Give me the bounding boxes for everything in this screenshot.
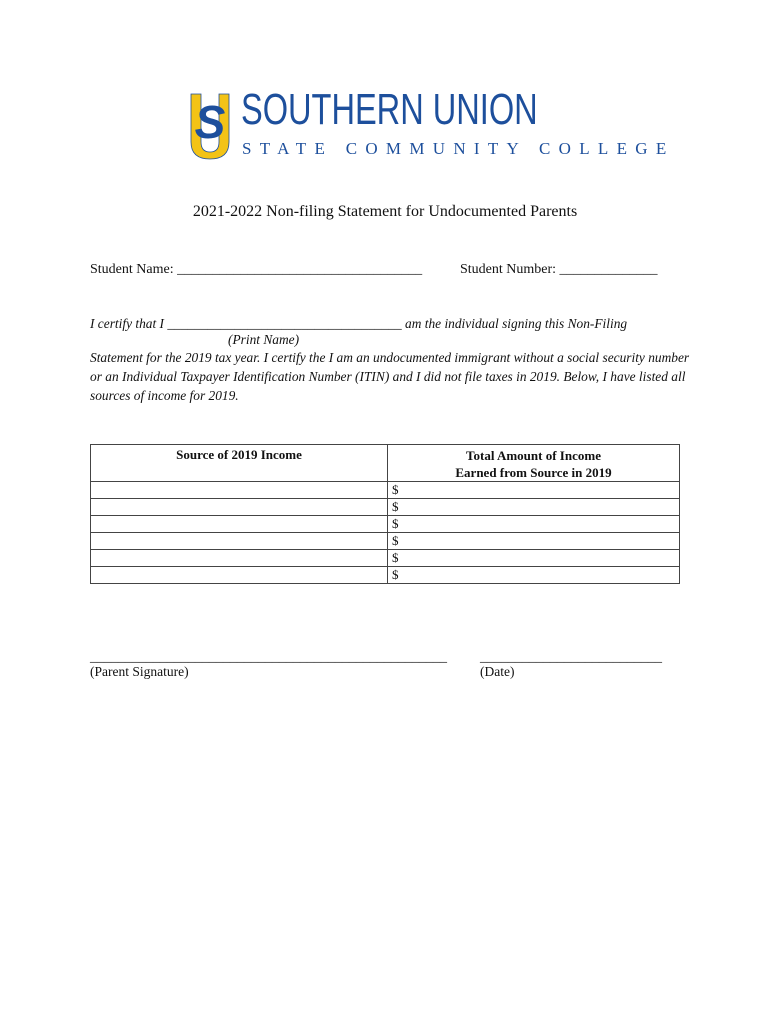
print-name-label: (Print Name)	[228, 332, 300, 347]
header-amount-line1: Total Amount of Income	[466, 448, 601, 463]
table-row	[91, 567, 680, 584]
student-name-field[interactable]: Student Name: ___________________________________	[90, 262, 423, 277]
amount-cell[interactable]: $	[388, 550, 680, 567]
document-title: 2021-2022 Non-filing Statement for Undocumented Parents	[192, 203, 578, 220]
statement-text: Statement for the 2019 tax year. I certify the I am an undocumented immigrant without a social security number or an Individual Taxpayer Identification Number (ITIN) and I did not file taxes in 2019. Below, I have listed all sources of income for 2019.	[90, 350, 690, 403]
table-row	[91, 482, 680, 499]
amount-cell[interactable]: $	[388, 516, 680, 533]
table-row	[91, 499, 680, 516]
source-cell[interactable]	[91, 516, 388, 533]
source-cell[interactable]	[91, 482, 388, 499]
header-source: Source of 2019 Income	[91, 445, 388, 482]
source-cell[interactable]	[91, 499, 388, 516]
source-cell[interactable]	[91, 550, 388, 567]
date-label: (Date)	[480, 664, 515, 679]
college-logo-mark-icon	[190, 92, 230, 160]
header-amount-line2: Earned from Source in 2019	[455, 465, 612, 480]
amount-cell[interactable]: $	[388, 482, 680, 499]
parent-signature-label: (Parent Signature)	[90, 664, 189, 679]
source-cell[interactable]	[91, 533, 388, 550]
income-table	[90, 444, 680, 584]
logo-mark-letter: S	[194, 96, 226, 148]
amount-cell[interactable]: $	[388, 499, 680, 516]
header-amount	[388, 445, 680, 482]
source-cell[interactable]	[91, 567, 388, 584]
table-row	[91, 533, 680, 550]
parent-signature-line[interactable]: ___________________________________________________	[90, 650, 447, 665]
college-logo	[190, 85, 675, 162]
date-line[interactable]: __________________________	[480, 650, 662, 665]
amount-cell[interactable]: $	[388, 533, 680, 550]
table-row	[91, 550, 680, 567]
logo-name: SOUTHERN UNION	[241, 85, 538, 134]
student-number-field[interactable]: Student Number: ______________	[460, 262, 658, 277]
logo-subtitle: STATE COMMUNITY COLLEGE	[242, 139, 675, 158]
amount-cell[interactable]: $	[388, 567, 680, 584]
table-row	[91, 516, 680, 533]
certify-line[interactable]: I certify that I ___________________________________ am the individual signing this Non-Filing	[90, 316, 628, 331]
